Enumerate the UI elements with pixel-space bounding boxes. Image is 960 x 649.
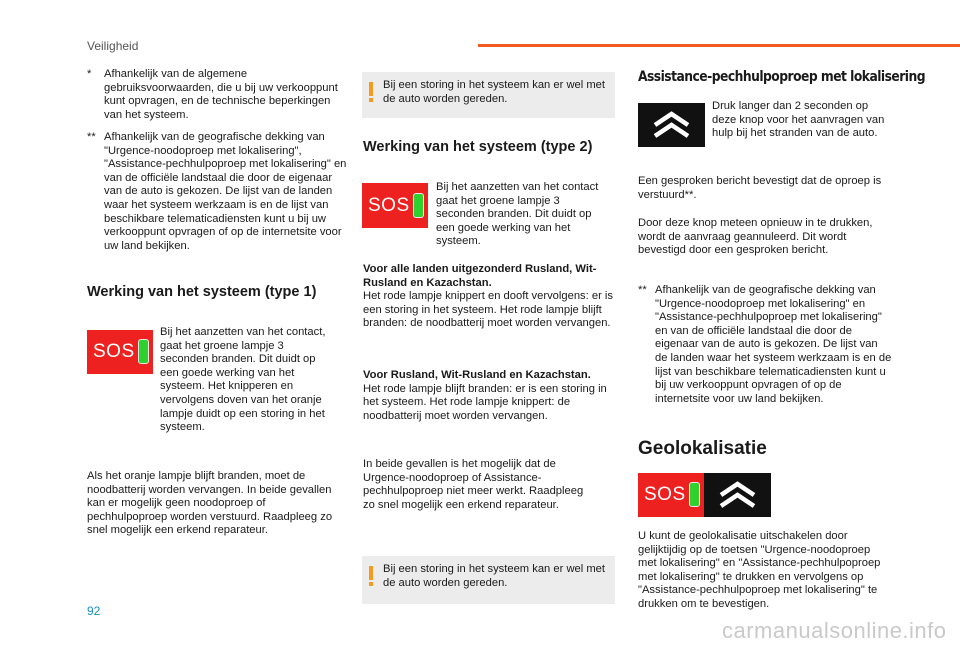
sos-button-image (638, 473, 704, 517)
footnote-mark: * (87, 68, 92, 80)
section-title: Veiligheid (87, 39, 139, 53)
paragraph-bold: Voor Rusland, Wit-Rusland en Kazachstan. (363, 369, 591, 381)
page-number: 92 (87, 604, 101, 618)
assist-description: Druk langer dan 2 seconden op deze knop voor het aanvragen van hulp bij het stranden van de auto. (712, 100, 885, 140)
sos-label: SOS (368, 195, 410, 216)
note-icon (369, 566, 373, 580)
footnote-mark: ** (87, 131, 96, 143)
footnote-text: Afhankelijk van de algemene gebruiksvoorwaarden, die u bij uw verkooppunt kunt opvragen, en de technische beperkingen van het systeem. (104, 68, 338, 121)
watermark: carmanualsonline.info (722, 618, 947, 643)
assist-paragraph-1: Een gesproken bericht bevestigt dat de oproep is verstuurd**. (638, 175, 882, 201)
footnote-text: Afhankelijk van de geografische dekking van "Urgence-noodoproep met lokalisering", "Assistance-pechhulpoproep met lokalisering" en van de officiële landstaal die door de eigenaar van de auto is gekozen. De lijst van de landen waar het systeem werkzaam is en de lijst van beschikbare telematicadiensten kunt u bij uw verkooppunt opvragen of op de internetsite voor uw land bekijken. (104, 131, 347, 252)
type1-heading: Werking van het systeem (type 1) (87, 284, 317, 300)
footnote-2 (87, 131, 349, 253)
paragraph-russia (363, 369, 615, 423)
geo-text: U kunt de geolokalisatie uitschakelen door gelijktijdig op de toetsen "Urgence-noodoproep met lokalisering" en "Assistance-pechhulpoproep met lokalisering" te drukken en vervolgens op "Assistance-pechhulpoproep met lokalisering" te drukken om te bevestigen. (638, 530, 881, 610)
assist-heading: Assistance-pechhulpoproep met lokalisering (638, 69, 926, 85)
green-led-icon (138, 339, 149, 364)
note-icon-dot (369, 582, 373, 586)
paragraph-text: Het rode lampje blijft branden: er is een storing in het systeem. Het rode lampje knippert: de noodbatterij moet worden vervangen. (363, 382, 607, 422)
sos-button-image (362, 183, 428, 228)
note-icon-dot (369, 98, 373, 102)
green-led-icon (689, 482, 700, 507)
type2-heading: Werking van het systeem (type 2) (363, 139, 593, 155)
note-text: Bij een storing in het systeem kan er wel met de auto worden gereden. (383, 79, 605, 105)
paragraph-text: Het rode lampje knippert en dooft vervolgens: er is een storing in het systeem. Het rode lampje blijft branden: de noodbatterij moet worden vervangen. (363, 290, 613, 330)
geo-heading: Geolokalisatie (638, 438, 767, 459)
paragraph-outside-russia (363, 263, 615, 331)
sos-label: SOS (644, 484, 686, 505)
header-accent-bar (478, 44, 960, 47)
footnote-text: Afhankelijk van de geografische dekking van "Urgence-noodoproep met lokalisering" en "Assistance-pechhulpoproep met lokalisering" en van de officiële landstaal die door de eigenaar van de auto is gekozen. De lijst van de landen waar het systeem werkzaam is en de lijst van beschikbare telematicadiensten kunt u bij uw verkooppunt opvragen of op de internetsite voor uw land bekijken. (655, 284, 892, 405)
assist-paragraph-2: Door deze knop meteen opnieuw in te drukken, wordt de aanvraag geannuleerd. Dit wordt bevestigd door een gesproken bericht. (638, 217, 873, 257)
double-chevron-icon (704, 473, 771, 517)
type1-after-text: Als het oranje lampje blijft branden, moet de noodbatterij worden vervangen. In beide gevallen kan er mogelijk geen noodoproep of pechhulpoproep worden verstuurd. Raadpleeg zo snel mogelijk een erkend reparateur. (87, 470, 333, 537)
info-note-bottom (362, 556, 615, 604)
assistance-button-image (704, 473, 771, 517)
paragraph-bold: Voor alle landen uitgezonderd Rusland, Wit-Rusland en Kazachstan. (363, 263, 597, 289)
sos-button-image (87, 330, 153, 374)
note-icon (369, 82, 373, 96)
sos-label: SOS (93, 341, 135, 362)
assistance-button-image (638, 103, 705, 147)
paragraph-both-cases: In beide gevallen is het mogelijk dat de Urgence-noodoproep of Assistance-pechhulpoproep niet meer werkt. Raadpleeg zo snel mogelijk een erkend reparateur. (363, 458, 584, 511)
footnote-mark: ** (638, 284, 647, 296)
type2-description: Bij het aanzetten van het contact gaat het groene lampje 3 seconden branden. Dit duidt op een goede werking van het systeem. (436, 181, 599, 248)
green-led-icon (413, 193, 424, 218)
info-note-top (362, 72, 615, 118)
double-chevron-icon (638, 103, 705, 147)
type1-description: Bij het aanzetten van het contact, gaat het groene lampje 3 seconden branden. Dit duidt op een goede werking van het systeem. Het knipperen en vervolgens doven van het oranje lampje duidt op een storing in het systeem. (160, 326, 326, 434)
note-text: Bij een storing in het systeem kan er wel met de auto worden gereden. (383, 563, 605, 589)
footnote-3 (638, 284, 893, 406)
footnote-1 (87, 68, 349, 122)
